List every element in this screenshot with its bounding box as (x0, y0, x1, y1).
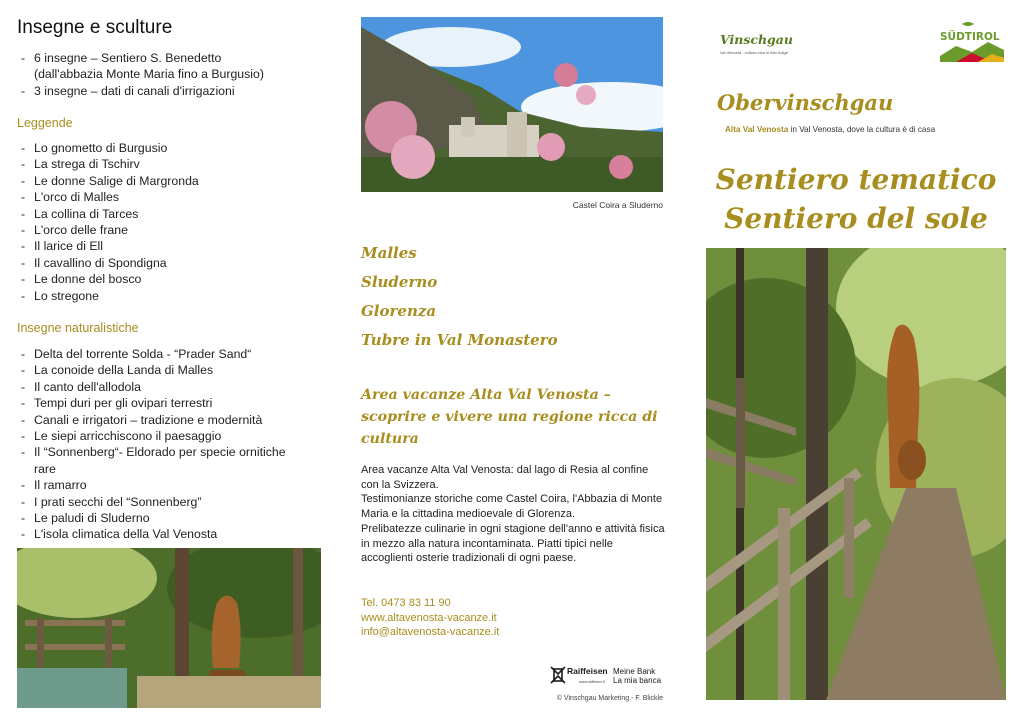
email-link[interactable]: info@altavenosta-vacanze.it (361, 626, 500, 639)
description-paragraph: Prelibatezze culinarie in ogni stagione dell'anno e attività fisica in mezzo alla natura incontaminata. Piatti tipici nelle accoglienti osterie tradizionali di ogni paese. (361, 522, 665, 565)
list-item: - Il cavallino di Spondigna (17, 255, 317, 271)
list-item: - La strega di Tschirv (17, 156, 317, 172)
title-line: Sentiero tematico (715, 163, 997, 196)
list-item: - Il larice di Ell (17, 238, 317, 254)
suedtirol-logo-text: SÜDTIROL (940, 31, 1000, 43)
region-subtitle-bold: Alta Val Venosta (725, 125, 789, 134)
sponsor-url: www.raiffeisen.it (579, 680, 605, 684)
photo-caption: Castel Coira a Sluderno (572, 200, 663, 210)
contact-block (361, 596, 499, 640)
list-item: - I prati secchi del “Sonnenberg” (17, 494, 307, 510)
list-item: - Tempi duri per gli ovipari terrestri (17, 395, 307, 411)
list-item: - La collina di Tarces (17, 206, 317, 222)
region-subtitle-rest: in Val Venosta, dove la cultura è di casa (788, 125, 936, 134)
website-link[interactable]: www.altavenosta-vacanze.it (361, 611, 497, 624)
sponsor-name: Raiffeisen (567, 666, 608, 676)
list-item: - 6 insegne – Sentiero S. Benedetto (dall'abbazia Monte Maria fino a Burgusio) (17, 50, 307, 83)
castle-photo (361, 17, 663, 192)
list-item: - Lo stregone (17, 288, 317, 304)
list-item: - Le paludi di Sluderno (17, 510, 307, 526)
place-name: Malles (361, 244, 417, 262)
list-item: - Canali e irrigatori – tradizione e modernità (17, 412, 307, 428)
region-subtitle (725, 125, 935, 134)
nature-heading: Insegne naturalistiche (17, 321, 139, 335)
suedtirol-logo (934, 20, 1008, 68)
place-name: Glorenza (361, 302, 437, 320)
list-item: - L'orco di Malles (17, 189, 317, 205)
list-item: - Le donne del bosco (17, 271, 317, 287)
place-name: Tubre in Val Monastero (361, 331, 558, 349)
list-item: - Lo gnometto di Burgusio (17, 140, 317, 156)
phone-number: Tel. 0473 83 11 90 (361, 597, 451, 609)
list-item: - Le donne Salige di Margronda (17, 173, 317, 189)
forest-path-photo (706, 248, 1006, 700)
signs-list (17, 50, 307, 99)
list-item: - Il canto dell'allodola (17, 379, 307, 395)
list-item: - L'orco delle frane (17, 222, 317, 238)
raiffeisen-logo (549, 664, 663, 686)
list-item: - L'isola climatica della Val Venosta (17, 526, 307, 542)
brochure-title (706, 160, 1006, 238)
nature-list (17, 346, 307, 543)
forest-sculpture-photo (17, 548, 321, 708)
copyright-notice: © Vinschgau Marketing - F. Blickle (556, 695, 663, 702)
region-title: Obervinschgau (717, 90, 894, 115)
list-item: - Il ramarro (17, 477, 307, 493)
list-item: - Delta del torrente Solda - “Prader Sand“ (17, 346, 307, 362)
list-item: - Il “Sonnenberg“- Eldorado per specie ornitiche rare (17, 444, 307, 477)
description-paragraph: Area vacanze Alta Val Venosta: dal lago di Resia al confine con la Svizzera. (361, 464, 649, 491)
tagline: Area vacanze Alta Val Venosta – scoprire e vivere una regione ricca di cultura (361, 387, 658, 447)
description-text (361, 463, 666, 566)
list-item: - 3 insegne – dati di canali d'irrigazioni (17, 83, 307, 99)
vinschgau-logo-sub: Val Venosta - cultura viva in Alto Adige (720, 50, 788, 55)
place-name: Sluderno (361, 273, 438, 291)
description-paragraph: Testimonianze storiche come Castel Coira, l'Abbazia di Monte Maria e la cittadina medioevale di Glorenza. (361, 493, 663, 521)
list-item: - La conoide della Landa di Malles (17, 362, 307, 378)
legends-list (17, 140, 317, 304)
title-line: Sentiero del sole (724, 202, 988, 235)
list-item: - Le siepi arricchiscono il paesaggio (17, 428, 307, 444)
section-heading-signs: Insegne e sculture (17, 17, 173, 38)
vinschgau-logo (712, 20, 822, 64)
vinschgau-logo-text: Vinschgau (720, 32, 793, 47)
sponsor-slogan-it: La mia banca (613, 676, 662, 685)
legends-heading: Leggende (17, 116, 73, 130)
places-list (361, 244, 558, 360)
sponsor-slogan-de: Meine Bank (613, 667, 656, 676)
